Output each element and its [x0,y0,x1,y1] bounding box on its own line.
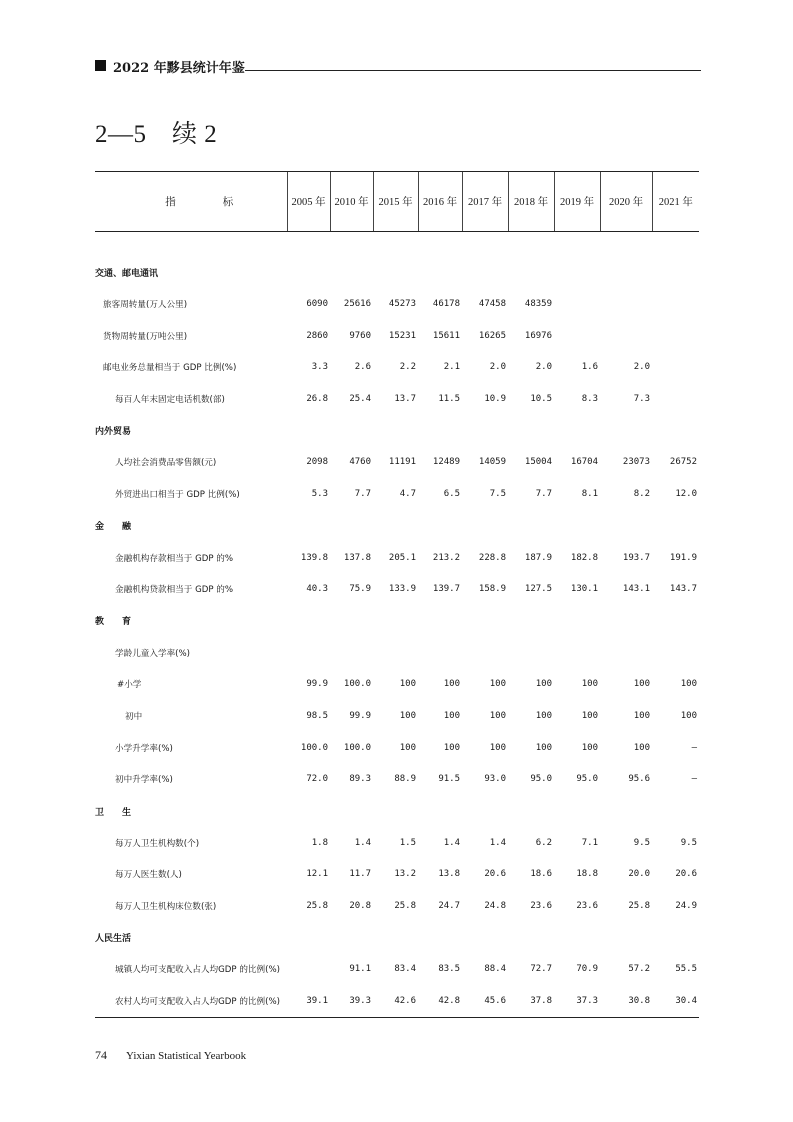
table-row [95,890,699,922]
value-cell: 7.3 [633,394,650,405]
value-cell: 2.0 [535,362,552,373]
value-cell: 18.6 [530,869,552,880]
value-cell: 47458 [478,299,506,310]
value-cell: 25.8 [394,901,416,912]
empty-cell [508,922,554,954]
value-cell: 55.5 [675,964,697,975]
row-label: 货物周转量(万吨公里) [103,331,188,342]
value-cell [600,320,652,352]
section-title: 教 育 [95,617,132,628]
value-cell: 95.0 [576,774,598,785]
year-header: 2016 年 [418,172,462,232]
empty-cell [554,605,600,637]
value-cell: 182.8 [570,552,598,563]
year-header: 2020 年 [600,172,652,232]
value-cell: 11.7 [349,869,371,880]
year-header: 2019 年 [554,172,600,232]
value-cell: 23.6 [530,901,552,912]
table-row [95,700,699,732]
value-cell: 72.0 [306,774,328,785]
value-cell: 24.8 [484,901,506,912]
empty-cell [462,605,508,637]
value-cell: 42.6 [373,985,418,1017]
empty-cell [287,510,330,542]
value-cell: 143.1 [622,584,650,595]
empty-cell [418,415,462,447]
statistics-table [95,171,699,1018]
value-cell [508,637,554,669]
value-cell: 5.3 [311,489,328,500]
value-cell: 10.5 [530,394,552,405]
value-cell: 25616 [343,299,371,310]
empty-cell [554,415,600,447]
value-cell: 95.0 [530,774,552,785]
value-cell: 30.8 [600,985,652,1017]
empty-cell [418,922,462,954]
value-cell: 2.2 [399,362,416,373]
empty-cell [373,415,418,447]
row-label: 城镇人均可支配收入占人均GDP 的比例(%) [115,965,280,976]
value-cell: 15611 [432,330,460,341]
value-cell: 139.8 [300,552,328,563]
value-cell: 100 [581,742,598,753]
value-cell: 100 [489,742,506,753]
empty-cell [330,605,373,637]
value-cell: 25.4 [349,394,371,405]
empty-cell [652,510,699,542]
section-row [95,257,699,289]
value-cell: 133.9 [388,584,416,595]
value-cell: 13.8 [438,869,460,880]
book-title: Yixian Statistical Yearbook [126,1050,247,1062]
value-cell [554,288,600,320]
value-cell: 30.4 [652,985,699,1017]
row-label: 金融机构存款相当于 GDP 的% [115,553,234,564]
empty-cell [600,510,652,542]
value-cell: 100 [581,679,598,690]
value-cell: 100 [443,679,460,690]
value-cell: 37.3 [554,985,600,1017]
empty-cell [462,257,508,289]
empty-cell [287,415,330,447]
table-row [95,383,699,415]
table-row [95,764,699,796]
section-row [95,510,699,542]
empty-cell [600,257,652,289]
value-cell: 130.1 [570,584,598,595]
value-cell: 12489 [432,457,460,468]
section-title: 内外贸易 [95,427,132,438]
value-cell [652,288,699,320]
empty-cell [418,605,462,637]
value-cell: 100.0 [300,742,328,753]
section-row [95,795,699,827]
section-row [95,605,699,637]
value-cell: 24.9 [675,901,697,912]
empty-cell [330,795,373,827]
value-cell: 2.1 [443,362,460,373]
value-cell: 91.5 [438,774,460,785]
value-cell: 26.8 [306,394,328,405]
year-header: 2010 年 [330,172,373,232]
value-cell: 1.5 [399,837,416,848]
value-cell: 100 [489,679,506,690]
value-cell [418,637,462,669]
value-cell: 100.0 [343,742,371,753]
empty-cell [508,415,554,447]
empty-cell [462,795,508,827]
value-cell: 100 [489,710,506,721]
value-cell [554,637,600,669]
indicator-header-char-1: 指 [165,197,176,208]
empty-cell [373,922,418,954]
value-cell: 13.7 [394,394,416,405]
value-cell: 205.1 [388,552,416,563]
value-cell: 26752 [669,457,697,468]
value-cell: 100 [633,710,650,721]
indicator-header [95,172,287,232]
value-cell: 2.0 [489,362,506,373]
value-cell: 91.1 [349,964,371,975]
table-row [95,288,699,320]
empty-cell [373,605,418,637]
page-number: 74 [95,1048,107,1062]
empty-cell [418,795,462,827]
table-row [95,732,699,764]
year-header: 2021 年 [652,172,699,232]
header-row [95,172,699,232]
value-cell: 6.5 [443,489,460,500]
value-cell: 48359 [524,299,552,310]
value-cell: 100 [399,710,416,721]
value-cell: 3.3 [311,362,328,373]
table-body [95,232,699,1018]
value-cell: 14059 [478,457,506,468]
empty-cell [330,257,373,289]
value-cell: 100 [633,679,650,690]
table-row [95,954,699,986]
table-row [95,859,699,891]
value-cell: 99.9 [306,679,328,690]
value-cell: 139.7 [432,584,460,595]
row-label: 农村人均可支配收入占人均GDP 的比例(%) [95,985,287,1017]
empty-cell [652,415,699,447]
empty-cell [287,922,330,954]
empty-cell [330,922,373,954]
value-cell: 88.9 [394,774,416,785]
value-cell: 13.2 [394,869,416,880]
value-cell: 1.4 [354,837,371,848]
empty-cell [287,795,330,827]
value-cell: 25.8 [628,901,650,912]
value-cell: 2.0 [633,362,650,373]
row-label: 外贸进出口相当于 GDP 比例(%) [115,490,240,501]
value-cell: 1.4 [443,837,460,848]
empty-cell [330,510,373,542]
value-cell: 70.9 [576,964,598,975]
table-row [95,668,699,700]
value-cell [373,637,418,669]
value-cell [462,637,508,669]
value-cell: 100 [399,742,416,753]
value-cell: 100 [535,679,552,690]
value-cell: 10.9 [484,394,506,405]
empty-cell [373,795,418,827]
value-cell: 8.2 [633,489,650,500]
row-label: 每万人医生数(人) [115,870,182,881]
empty-cell [462,510,508,542]
table-row [95,985,699,1017]
value-cell [287,637,330,669]
value-cell: 2098 [306,457,328,468]
value-cell [652,352,699,384]
value-cell [600,637,652,669]
empty-cell [287,257,330,289]
empty-cell [554,922,600,954]
value-cell: 7.5 [489,489,506,500]
page-footer [95,1048,246,1063]
value-cell: 57.2 [628,964,650,975]
empty-cell [600,795,652,827]
table-row [95,352,699,384]
value-cell: 40.3 [306,584,328,595]
header-square-marker [95,60,106,71]
running-header [95,57,701,77]
empty-cell [418,257,462,289]
empty-cell [418,510,462,542]
value-cell: 9.5 [680,837,697,848]
value-cell: 137.8 [343,552,371,563]
row-label: 学龄儿童入学率(%) [115,648,191,659]
value-cell: 88.4 [484,964,506,975]
value-cell: 6.2 [535,837,552,848]
value-cell: 39.1 [287,985,330,1017]
value-cell: 127.5 [524,584,552,595]
value-cell: 1.6 [581,362,598,373]
table-row [95,320,699,352]
empty-cell [652,605,699,637]
table-row [95,478,699,510]
value-cell: 72.7 [530,964,552,975]
value-cell [287,954,330,986]
table-row [95,542,699,574]
value-cell: 213.2 [432,552,460,563]
value-cell: 2860 [306,330,328,341]
empty-cell [508,257,554,289]
table-title: 2—5 续 2 [95,121,218,148]
row-label: 旅客周转量(万人公里) [103,300,188,311]
row-label: 初中升学率(%) [115,775,173,786]
table-row [95,827,699,859]
value-cell: 158.9 [478,584,506,595]
value-cell: 11.5 [438,394,460,405]
value-cell: 15004 [524,457,552,468]
year-header: 2017 年 [462,172,508,232]
section-title: 卫 生 [95,807,132,818]
value-cell: 42.8 [418,985,462,1017]
row-label: 邮电业务总量相当于 GDP 比例(%) [103,363,237,374]
row-label: 初中 [125,711,143,722]
value-cell: 83.4 [394,964,416,975]
row-label: 每万人卫生机构床位数(张) [115,902,217,913]
value-cell: 20.6 [675,869,697,880]
value-cell: 100 [399,679,416,690]
value-cell: 25.8 [306,901,328,912]
value-cell: 39.3 [330,985,373,1017]
value-cell: 100 [633,742,650,753]
value-cell [330,637,373,669]
spacer-row [95,232,699,257]
value-cell: 99.9 [349,710,371,721]
empty-cell [373,257,418,289]
value-cell: 1.4 [489,837,506,848]
table-row [95,573,699,605]
value-cell: 8.1 [581,489,598,500]
value-cell: 100 [680,710,697,721]
value-cell: 9.5 [633,837,650,848]
empty-cell [462,922,508,954]
empty-cell [330,415,373,447]
row-label: #小学 [117,680,142,691]
value-cell [652,320,699,352]
value-cell: 24.7 [438,901,460,912]
value-cell: — [691,774,697,785]
value-cell: 143.7 [669,584,697,595]
value-cell: 20.0 [628,869,650,880]
value-cell: 98.5 [306,710,328,721]
row-label: 小学升学率(%) [115,743,173,754]
value-cell: 4760 [349,457,371,468]
value-cell: 83.5 [438,964,460,975]
value-cell: 2.6 [354,362,371,373]
value-cell [554,320,600,352]
running-title: 2022 年黟县统计年鉴 [113,61,245,76]
value-cell: 100 [535,742,552,753]
empty-cell [652,795,699,827]
section-row [95,415,699,447]
value-cell: 16265 [478,330,506,341]
value-cell: 11191 [388,457,416,468]
value-cell [600,288,652,320]
empty-cell [652,922,699,954]
value-cell: 100.0 [343,679,371,690]
value-cell: 46178 [432,299,460,310]
value-cell: 89.3 [349,774,371,785]
value-cell: 100 [443,710,460,721]
empty-cell [600,415,652,447]
empty-cell [600,605,652,637]
value-cell: 45.6 [462,985,508,1017]
value-cell: 6090 [306,299,328,310]
value-cell: 193.7 [622,552,650,563]
value-cell: — [691,742,697,753]
empty-cell [373,510,418,542]
empty-cell [554,257,600,289]
empty-cell [554,510,600,542]
value-cell: 23073 [622,457,650,468]
value-cell: 12.0 [675,489,697,500]
empty-cell [508,795,554,827]
value-cell: 4.7 [399,489,416,500]
spacer-cell [95,232,699,257]
section-row [95,922,699,954]
year-header: 2005 年 [287,172,330,232]
row-label: 金融机构贷款相当于 GDP 的% [115,585,234,596]
value-cell: 191.9 [669,552,697,563]
value-cell: 7.7 [354,489,371,500]
row-label: 每万人卫生机构数(个) [115,838,200,849]
value-cell: 100 [581,710,598,721]
value-cell: 75.9 [349,584,371,595]
table-row [95,637,699,669]
value-cell: 7.1 [581,837,598,848]
value-cell: 15231 [388,330,416,341]
indicator-header-char-2: 标 [222,197,234,208]
section-title: 金 融 [95,522,132,533]
empty-cell [287,605,330,637]
value-cell: 7.7 [535,489,552,500]
value-cell: 228.8 [478,552,506,563]
value-cell: 20.8 [349,901,371,912]
row-label: 人均社会消费品零售额(元) [115,458,217,469]
value-cell: 20.6 [484,869,506,880]
value-cell: 23.6 [576,901,598,912]
value-cell: 100 [680,679,697,690]
value-cell: 18.8 [576,869,598,880]
value-cell: 12.1 [306,869,328,880]
empty-cell [652,257,699,289]
value-cell: 16704 [570,457,598,468]
empty-cell [600,922,652,954]
value-cell: 100 [443,742,460,753]
value-cell: 187.9 [524,552,552,563]
year-header: 2018 年 [508,172,554,232]
empty-cell [462,415,508,447]
value-cell: 100 [535,710,552,721]
value-cell: 37.8 [508,985,554,1017]
empty-cell [508,605,554,637]
header-rule [245,70,701,71]
value-cell: 8.3 [581,394,598,405]
value-cell: 16976 [524,330,552,341]
value-cell [652,637,699,669]
value-cell: 95.6 [628,774,650,785]
year-header: 2015 年 [373,172,418,232]
value-cell: 93.0 [484,774,506,785]
section-title: 交通、邮电通讯 [95,268,159,279]
row-label: 每百人年末固定电话机数(部) [115,395,225,406]
empty-cell [508,510,554,542]
value-cell: 45273 [388,299,416,310]
value-cell: 1.8 [311,837,328,848]
table-row [95,447,699,479]
empty-cell [554,795,600,827]
value-cell [652,383,699,415]
value-cell: 9760 [349,330,371,341]
section-title: 人民生活 [95,934,132,945]
